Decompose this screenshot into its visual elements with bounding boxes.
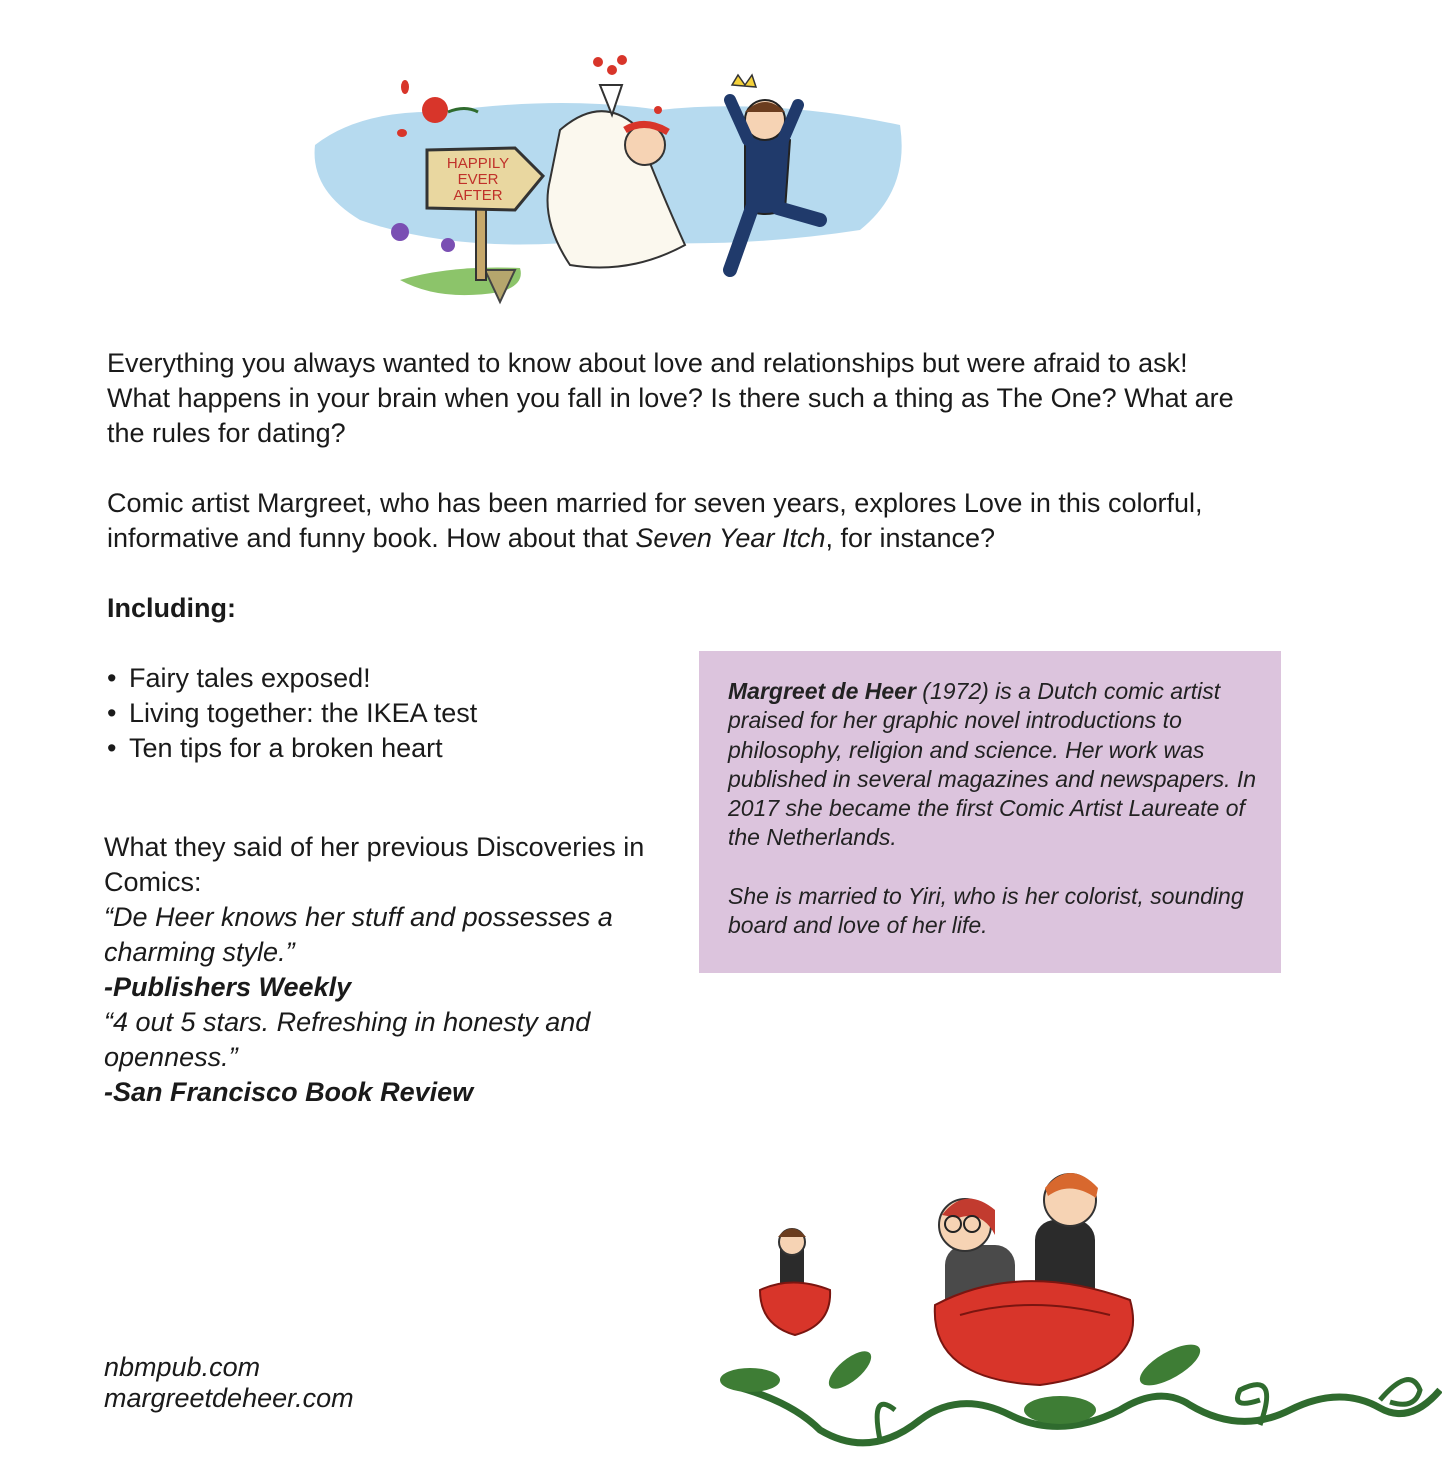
- website-links: [104, 1352, 354, 1414]
- small-rose: [760, 1229, 830, 1336]
- intro-paragraph-2-end: , for instance?: [825, 523, 996, 553]
- wedding-illustration: [300, 40, 920, 310]
- author-name: Margreet de Heer: [728, 678, 916, 704]
- intro-text: [107, 346, 1237, 591]
- bullet-icon: •: [107, 733, 117, 763]
- roses-couple-illustration: [720, 1140, 1442, 1478]
- leaf-icon: [1134, 1337, 1206, 1394]
- book-title-reference: Seven Year Itch: [635, 523, 826, 553]
- link-margreetdeheer[interactable]: margreetdeheer.com: [104, 1383, 354, 1413]
- list-item-text: Living together: the IKEA test: [129, 698, 478, 728]
- sign-text-line-1: HAPPILY: [446, 155, 510, 172]
- praise-intro: What they said of her previous Discoveries in Comics:: [104, 832, 645, 897]
- list-item-text: Ten tips for a broken heart: [129, 733, 443, 763]
- list-item: [107, 731, 477, 766]
- bullet-icon: •: [107, 663, 117, 693]
- leaf-icon: [1024, 1396, 1096, 1424]
- intro-paragraph-2: [107, 486, 1237, 556]
- intro-paragraph-1: Everything you always wanted to know about love and relationships but were afraid to ask! What happens in your brain when you fall in love? Is there such a thing as The One? What are the rules for dating?: [107, 348, 1234, 448]
- large-rose-couple: [935, 1173, 1133, 1385]
- leaf-icon: [720, 1368, 780, 1392]
- bio-paragraph-1: [728, 677, 1257, 853]
- quote-source-publishers-weekly: -Publishers Weekly: [104, 972, 352, 1002]
- bio-text: (1972) is a Dutch comic artist praised for her graphic novel introductions to philosophy, religion and science. Her work was published in several magazines and newspapers. In 2017 she became the first Comic Artist Laureate of the Netherlands.: [728, 678, 1257, 851]
- list-item: [107, 696, 477, 731]
- link-nbmpub[interactable]: nbmpub.com: [104, 1352, 261, 1382]
- list-item-text: Fairy tales exposed!: [129, 663, 371, 693]
- list-item: [107, 661, 477, 696]
- author-bio-box: [699, 651, 1281, 973]
- including-list: [107, 661, 477, 766]
- praise-section: [104, 830, 684, 1110]
- sign-text-line-2: EVER: [457, 171, 499, 188]
- bio-paragraph-2: She is married to Yiri, who is her colorist, sounding board and love of her life.: [728, 883, 1244, 939]
- sign-text-line-3: AFTER: [453, 187, 503, 204]
- quote-source-sf-book-review: -San Francisco Book Review: [104, 1077, 474, 1107]
- quote-publishers-weekly: “De Heer knows her stuff and possesses a charming style.”: [104, 902, 613, 967]
- leaf-icon: [823, 1345, 877, 1395]
- including-heading: Including:: [107, 593, 236, 623]
- quote-sf-book-review: “4 out 5 stars. Refreshing in honesty and openness.”: [104, 1007, 591, 1072]
- intro-paragraph-2-start: Comic artist Margreet, who has been married for seven years, explores Love in this colorful, informative and funny book. How about that: [107, 488, 1203, 553]
- bullet-icon: •: [107, 698, 117, 728]
